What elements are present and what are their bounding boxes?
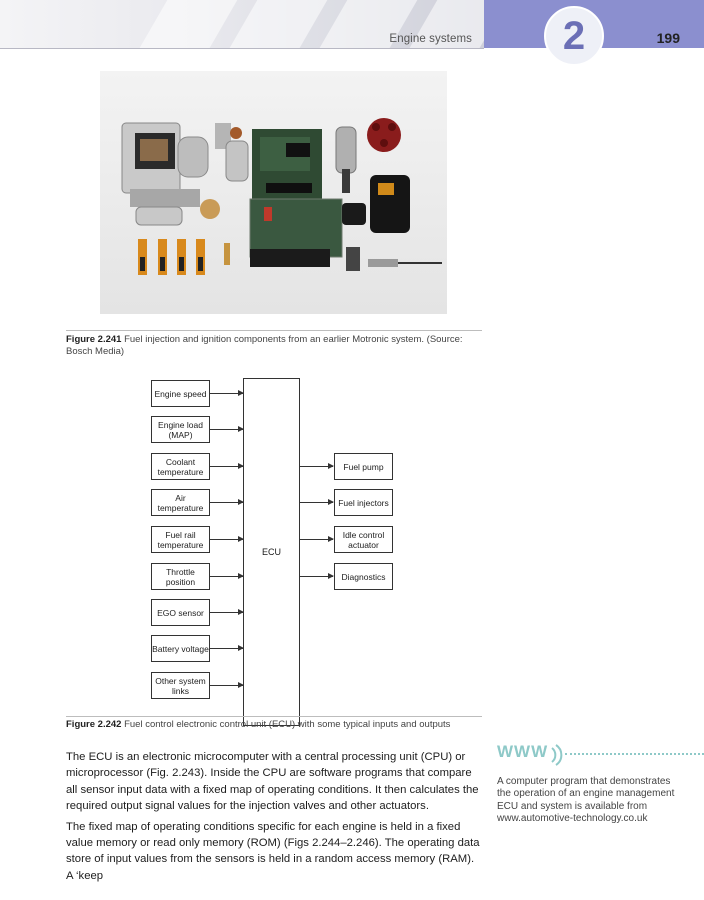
body-text (66, 749, 480, 888)
chapter-number: 2 (562, 14, 586, 58)
throttle-switch-image (342, 203, 366, 225)
arrow-output-4 (300, 576, 333, 577)
chapter-badge (544, 6, 604, 66)
www-marker (497, 740, 704, 770)
arrow-output-2 (300, 502, 333, 503)
output-idle-control-actuator: Idle control actuator (334, 526, 393, 553)
www-signal-icon (549, 744, 567, 766)
figure-242-caption (66, 719, 482, 731)
input-fuel-rail-temperature: Fuel rail temperature (151, 526, 210, 553)
oxygen-sensor-image (346, 247, 442, 271)
input-other-system-links: Other system links (151, 672, 210, 699)
input-throttle-position: Throttle position (151, 563, 210, 590)
ignition-coil-image (370, 175, 410, 233)
output-fuel-injectors: Fuel injectors (334, 489, 393, 516)
www-dotted-rule (565, 753, 704, 755)
section-title: Engine systems (389, 33, 472, 45)
arrow-input-9 (210, 685, 243, 686)
input-air-temperature: Air temperature (151, 489, 210, 516)
body-paragraph-1: The ECU is an electronic microcomputer with a central processing unit (CPU) or microprocessor (Fig. 2.243). Inside the CPU are software programs that compare all sensor input data with a fixed map of operating conditions. It then calculates the required output signal values for the injection valves and other actuators. (66, 751, 479, 813)
header-rule (0, 48, 484, 49)
arrow-input-6 (210, 576, 243, 577)
distributor-cap-image (367, 118, 401, 152)
arrow-input-8 (210, 648, 243, 649)
fuel-filter-image (136, 207, 182, 225)
figure-242-text: Fuel control electronic control unit (ECU) with some typical inputs and outputs (124, 719, 451, 730)
input-coolant-temperature: Coolant temperature (151, 453, 210, 480)
arrow-input-2 (210, 429, 243, 430)
page-number: 199 (656, 30, 680, 46)
figure-241-number: Figure 2.241 (66, 334, 122, 345)
ecu-block: ECU (243, 378, 300, 726)
arrow-input-5 (210, 539, 243, 540)
body-paragraph-2: The fixed map of operating conditions specific for each engine is held in a fixed value memory or read only memory (ROM) (Figs 2.244–2.246). The operating data store of input values from the sensors is held in a random access memory (RAM). A ‘keep (66, 820, 480, 882)
output-diagnostics: Diagnostics (334, 563, 393, 590)
arrow-input-4 (210, 502, 243, 503)
components-photo (100, 71, 447, 314)
ecu-circuit-board-image (250, 129, 342, 267)
figure-241-text: Fuel injection and ignition components from an earlier Motronic system. (Source: Bosch Media) (66, 334, 463, 357)
arrow-input-3 (210, 466, 243, 467)
arrow-output-3 (300, 539, 333, 540)
air-flow-meter-image (122, 123, 208, 207)
arrow-input-7 (210, 612, 243, 613)
injectors-image (138, 239, 230, 275)
input-engine-load: Engine load (MAP) (151, 416, 210, 443)
pressure-regulator-image (200, 199, 220, 219)
input-ego-sensor: EGO sensor (151, 599, 210, 626)
fuel-pressure-regulator-image (215, 123, 248, 181)
www-label: WWW (497, 742, 549, 761)
fuel-pump-image (336, 127, 356, 193)
figure-242-number: Figure 2.242 (66, 719, 122, 730)
input-engine-speed: Engine speed (151, 380, 210, 407)
arrow-input-1 (210, 393, 243, 394)
caption-rule-241 (66, 330, 482, 331)
caption-rule-242 (66, 716, 482, 717)
ecu-block-diagram (150, 378, 400, 730)
output-fuel-pump: Fuel pump (334, 453, 393, 480)
arrow-output-1 (300, 466, 333, 467)
input-battery-voltage: Battery voltage (151, 635, 210, 662)
figure-241-caption (66, 334, 482, 358)
www-note: A computer program that demonstrates the operation of an engine management ECU and system is available from www.automotive-technology.co.uk (497, 776, 675, 824)
